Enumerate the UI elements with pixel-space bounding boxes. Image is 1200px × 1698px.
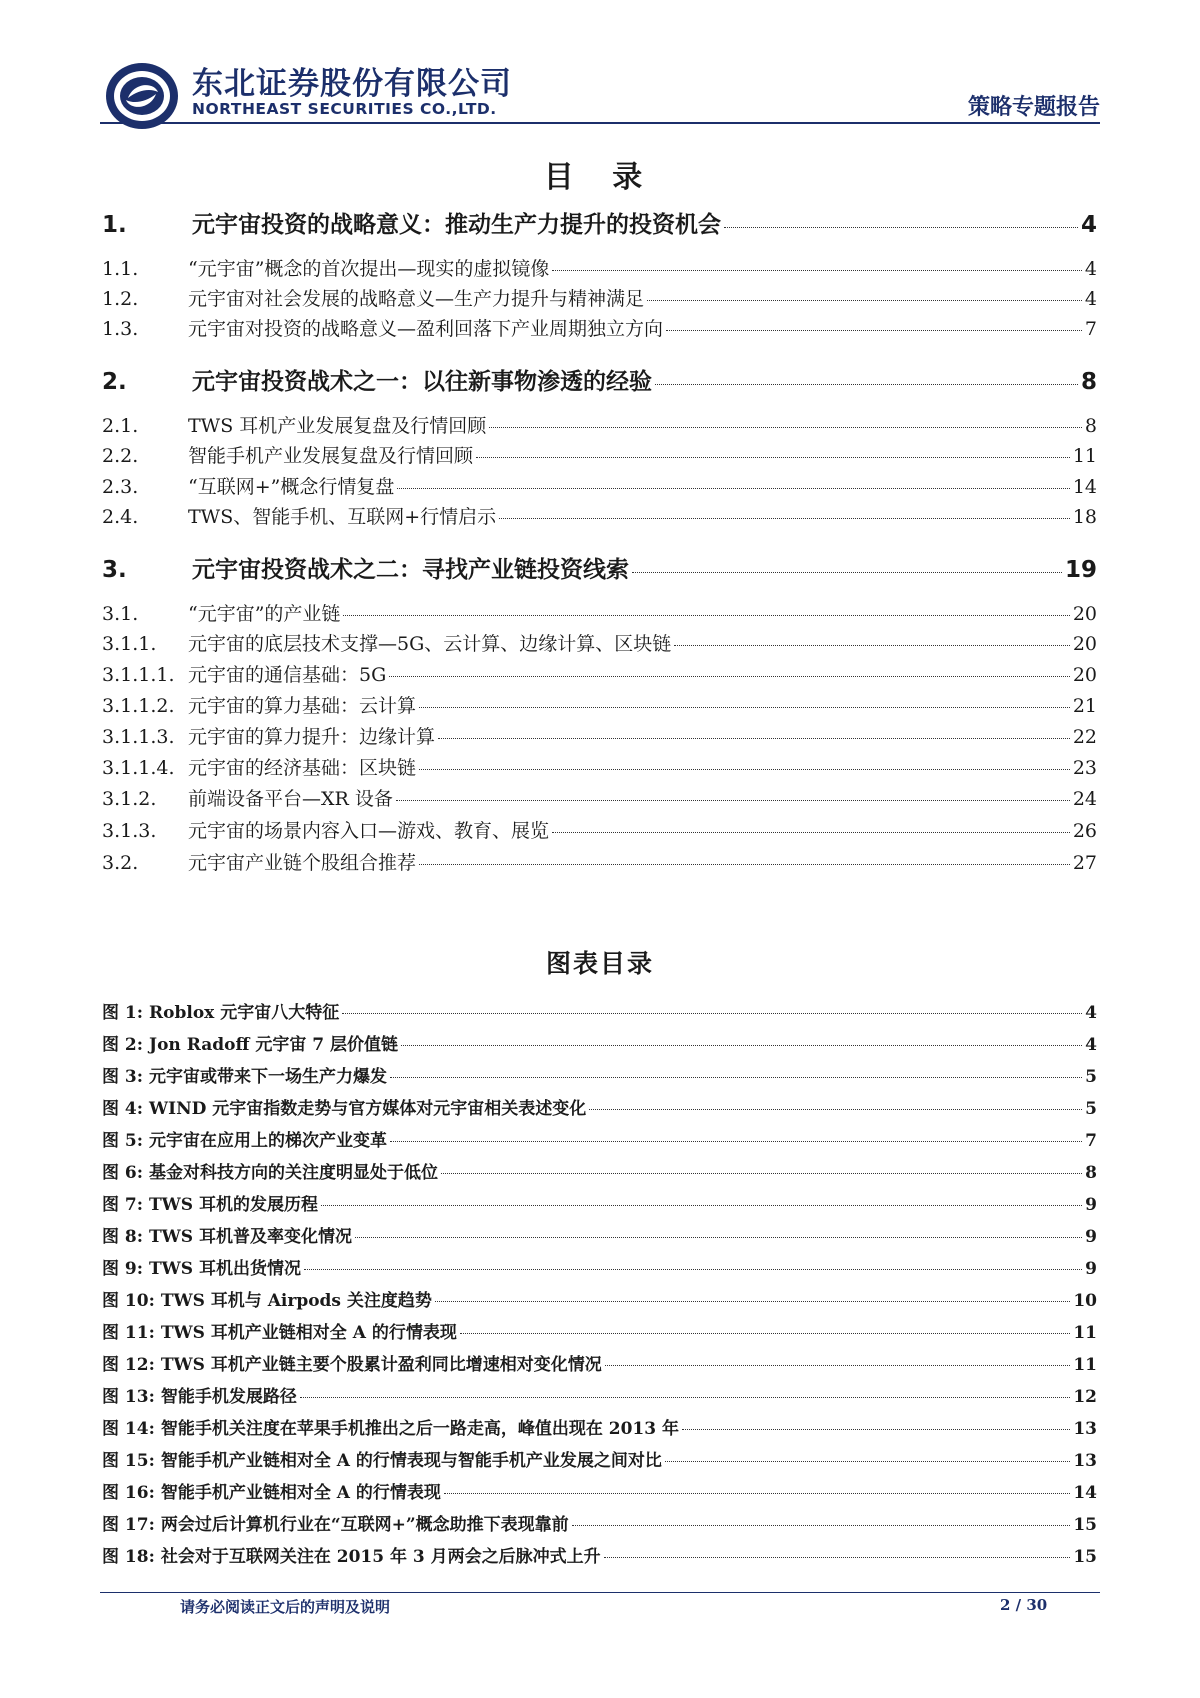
toc-entry-number: 3.1. xyxy=(102,603,139,625)
figure-entry[interactable] xyxy=(102,1158,1097,1183)
figure-entry[interactable] xyxy=(102,1062,1097,1087)
toc-leader-dots xyxy=(674,645,1070,646)
figure-entry-number: 图 18: xyxy=(102,1547,155,1567)
figure-leader-dots xyxy=(682,1429,1070,1430)
toc-entry-number: 2.4. xyxy=(102,506,139,528)
company-name-cn: 东北证券股份有限公司 xyxy=(192,66,512,102)
figure-entry-title: 智能手机产业链相对全 A 的行情表现 xyxy=(160,1483,441,1503)
toc-entry-page: 24 xyxy=(1072,788,1097,810)
figure-leader-dots xyxy=(321,1205,1082,1206)
toc-entry[interactable] xyxy=(102,784,1097,811)
figure-leader-dots xyxy=(342,1013,1082,1014)
figure-entry[interactable] xyxy=(102,1414,1097,1439)
toc-entry[interactable] xyxy=(102,753,1097,780)
toc-entry-page: 8 xyxy=(1080,369,1097,395)
toc-entry-number: 3.1.1. xyxy=(102,633,157,655)
figure-entry[interactable] xyxy=(102,1542,1097,1567)
figure-entry-number: 图 12: xyxy=(102,1355,155,1375)
figure-entry-title: 社会对于互联网关注在 2015 年 3 月两会之后脉冲式上升 xyxy=(160,1547,601,1567)
toc-entry-title: 智能手机产业发展复盘及行情回顾 xyxy=(188,445,474,467)
toc-entry-number: 3.1.1.4. xyxy=(102,757,175,779)
figure-leader-dots xyxy=(605,1365,1071,1366)
figure-entry-title: TWS 耳机产业链相对全 A 的行情表现 xyxy=(160,1323,457,1343)
figure-entry[interactable] xyxy=(102,1126,1097,1151)
toc-entry[interactable] xyxy=(102,722,1097,749)
toc-entry-title: 元宇宙产业链个股组合推荐 xyxy=(188,852,417,874)
figure-entry[interactable] xyxy=(102,1478,1097,1503)
footer-divider xyxy=(100,1592,1100,1593)
figure-entry-number: 图 4: xyxy=(102,1099,144,1119)
toc-leader-dots xyxy=(419,769,1070,770)
toc-entry-title: 元宇宙投资战术之二：寻找产业链投资线索 xyxy=(192,557,629,583)
toc-leader-dots xyxy=(552,832,1070,833)
toc-entry-page: 18 xyxy=(1072,506,1097,528)
figure-leader-dots xyxy=(390,1141,1082,1142)
toc-leader-dots xyxy=(343,615,1069,616)
toc-entry[interactable] xyxy=(102,284,1097,311)
figure-entry[interactable] xyxy=(102,1254,1097,1279)
figure-entry-number: 图 10: xyxy=(102,1291,155,1311)
toc-leader-dots xyxy=(476,457,1070,458)
figure-entry-title: 两会过后计算机行业在“互联网+”概念助推下表现靠前 xyxy=(160,1515,569,1535)
figure-entry-page: 14 xyxy=(1073,1483,1097,1503)
toc-entry[interactable] xyxy=(102,599,1097,626)
figure-entry-page: 5 xyxy=(1085,1099,1097,1119)
toc-entry[interactable] xyxy=(102,254,1097,281)
figure-entry-title: 智能手机关注度在苹果手机推出之后一路走高，峰值出现在 2013 年 xyxy=(160,1419,680,1439)
toc-leader-dots xyxy=(438,738,1070,739)
toc-entry[interactable] xyxy=(102,363,1097,396)
toc-entry-title: “元宇宙”概念的首次提出—现实的虚拟镜像 xyxy=(188,258,550,280)
toc-leader-dots xyxy=(552,270,1081,271)
toc-entry-page: 27 xyxy=(1072,852,1097,874)
figure-leader-dots xyxy=(589,1109,1082,1110)
toc-leader-dots xyxy=(419,864,1070,865)
toc-leader-dots xyxy=(396,800,1070,801)
toc-entry-title: 元宇宙对投资的战略意义—盈利回落下产业周期独立方向 xyxy=(188,318,664,340)
figure-leader-dots xyxy=(441,1173,1082,1174)
toc-entry-page: 22 xyxy=(1072,726,1097,748)
figure-entry-page: 4 xyxy=(1085,1035,1097,1055)
figure-leader-dots xyxy=(355,1237,1082,1238)
toc-entry-page: 20 xyxy=(1072,633,1097,655)
figure-entry-page: 15 xyxy=(1073,1515,1097,1535)
figure-entry[interactable] xyxy=(102,1350,1097,1375)
report-type-label: 策略专题报告 xyxy=(967,95,1100,120)
figure-entry-page: 11 xyxy=(1073,1355,1097,1375)
figure-leader-dots xyxy=(304,1269,1082,1270)
figure-entry-title: WIND 元宇宙指数走势与官方媒体对元宇宙相关表述变化 xyxy=(149,1099,587,1119)
toc-entry[interactable] xyxy=(102,848,1097,875)
toc-entry-title: 前端设备平台—XR 设备 xyxy=(188,788,393,810)
toc-entry-number: 2.2. xyxy=(102,445,139,467)
toc-entry-number: 3.1.2. xyxy=(102,788,157,810)
toc-entry-number: 3.1.1.1. xyxy=(102,664,175,686)
figure-entry-title: TWS 耳机普及率变化情况 xyxy=(149,1227,352,1247)
toc-leader-dots xyxy=(489,427,1082,428)
toc-entry-title: 元宇宙的场景内容入口—游戏、教育、展览 xyxy=(188,820,550,842)
figure-entry-number: 图 17: xyxy=(102,1515,155,1535)
toc-leader-dots xyxy=(397,488,1069,489)
toc-entry[interactable] xyxy=(102,314,1097,341)
company-name-en: NORTHEAST SECURITIES CO.,LTD. xyxy=(192,100,497,118)
toc-entry-title: 元宇宙的算力提升：边缘计算 xyxy=(188,726,436,748)
figure-entry-title: 元宇宙在应用上的梯次产业变革 xyxy=(149,1131,388,1151)
figure-entry-title: TWS 耳机产业链主要个股累计盈利同比增速相对变化情况 xyxy=(160,1355,602,1375)
toc-entry-number: 3. xyxy=(102,557,127,583)
toc-entry-number: 3.1.3. xyxy=(102,820,157,842)
toc-leader-dots xyxy=(647,300,1082,301)
figure-entry-page: 11 xyxy=(1073,1323,1097,1343)
toc-leader-dots xyxy=(419,707,1070,708)
toc-entry-number: 1.1. xyxy=(102,258,139,280)
toc-leader-dots xyxy=(389,676,1070,677)
figure-entry-page: 12 xyxy=(1073,1387,1097,1407)
figure-entry-page: 8 xyxy=(1085,1163,1097,1183)
toc-entry-page: 23 xyxy=(1072,757,1097,779)
figure-entry[interactable] xyxy=(102,1510,1097,1535)
figure-entry-page: 9 xyxy=(1085,1259,1097,1279)
figure-list-title: 图表目录 xyxy=(545,949,654,978)
toc-leader-dots xyxy=(724,227,1078,228)
figure-leader-dots xyxy=(444,1493,1070,1494)
toc-entry-title: “元宇宙”的产业链 xyxy=(188,603,341,625)
figure-entry-number: 图 6: xyxy=(102,1163,144,1183)
toc-entry-title: TWS 耳机产业发展复盘及行情回顾 xyxy=(188,415,487,437)
toc-entry[interactable] xyxy=(102,551,1097,584)
figure-entry-page: 5 xyxy=(1085,1067,1097,1087)
figure-entry-page: 15 xyxy=(1073,1547,1097,1567)
toc-entry-title: 元宇宙的底层技术支撑—5G、云计算、边缘计算、区块链 xyxy=(188,633,672,655)
figure-leader-dots xyxy=(572,1525,1071,1526)
toc-entry-page: 20 xyxy=(1072,603,1097,625)
toc-entry-page: 26 xyxy=(1072,820,1097,842)
toc-entry-page: 21 xyxy=(1072,695,1097,717)
toc-entry[interactable] xyxy=(102,629,1097,656)
figure-entry-page: 13 xyxy=(1073,1419,1097,1439)
toc-entry-page: 4 xyxy=(1080,212,1097,238)
toc-entry-page: 4 xyxy=(1084,258,1097,280)
figure-entry-number: 图 7: xyxy=(102,1195,144,1215)
toc-entry-page: 7 xyxy=(1084,318,1097,340)
figure-entry-number: 图 11: xyxy=(102,1323,155,1343)
figure-entry-number: 图 15: xyxy=(102,1451,155,1471)
toc-entry-title: “互联网+”概念行情复盘 xyxy=(188,476,395,498)
toc-entry-page: 20 xyxy=(1072,664,1097,686)
figure-entry-page: 7 xyxy=(1085,1131,1097,1151)
toc-entry-number: 1.3. xyxy=(102,318,139,340)
toc-entry-page: 14 xyxy=(1072,476,1097,498)
toc-entry-number: 2.1. xyxy=(102,415,139,437)
page-indicator: 2 / 30 xyxy=(1000,1596,1048,1614)
figure-entry-number: 图 1: xyxy=(102,1003,144,1023)
toc-entry[interactable] xyxy=(102,411,1097,438)
figure-entry-title: Jon Radoff 元宇宙 7 层价值链 xyxy=(149,1035,398,1055)
figure-leader-dots xyxy=(604,1557,1071,1558)
toc-entry-title: 元宇宙投资的战略意义：推动生产力提升的投资机会 xyxy=(192,212,721,238)
toc-leader-dots xyxy=(666,330,1082,331)
toc-leader-dots xyxy=(499,518,1070,519)
toc-entry-title: 元宇宙的算力基础：云计算 xyxy=(188,695,417,717)
figure-entry[interactable] xyxy=(102,1446,1097,1471)
toc-entry-number: 3.1.1.3. xyxy=(102,726,175,748)
toc-entry-page: 19 xyxy=(1064,557,1097,583)
figure-entry-number: 图 3: xyxy=(102,1067,144,1087)
figure-entry-number: 图 2: xyxy=(102,1035,144,1055)
toc-entry-title: 元宇宙的经济基础：区块链 xyxy=(188,757,417,779)
figure-entry-number: 图 8: xyxy=(102,1227,144,1247)
toc-entry-number: 3.1.1.2. xyxy=(102,695,175,717)
figure-entry-number: 图 9: xyxy=(102,1259,144,1279)
figure-entry[interactable] xyxy=(102,1094,1097,1119)
figure-entry-title: TWS 耳机的发展历程 xyxy=(149,1195,318,1215)
toc-entry-title: 元宇宙的通信基础：5G xyxy=(188,664,387,686)
figure-leader-dots xyxy=(435,1301,1070,1302)
toc-entry-number: 1. xyxy=(102,212,127,238)
figure-entry-title: 智能手机发展路径 xyxy=(160,1387,297,1407)
toc-entry-number: 2. xyxy=(102,369,127,395)
figure-entry-title: TWS 耳机与 Airpods 关注度趋势 xyxy=(160,1291,432,1311)
figure-entry-number: 图 13: xyxy=(102,1387,155,1407)
figure-entry[interactable] xyxy=(102,998,1097,1023)
figure-entry-title: Roblox 元宇宙八大特征 xyxy=(149,1003,340,1023)
figure-entry-page: 10 xyxy=(1073,1291,1097,1311)
figure-entry-title: 智能手机产业链相对全 A 的行情表现与智能手机产业发展之间对比 xyxy=(160,1451,662,1471)
toc-entry[interactable] xyxy=(102,502,1097,529)
figure-entry[interactable] xyxy=(102,1190,1097,1215)
figure-entry-title: 元宇宙或带来下一场生产力爆发 xyxy=(149,1067,388,1087)
toc-entry[interactable] xyxy=(102,816,1097,843)
toc-entry-number: 3.2. xyxy=(102,852,139,874)
figure-entry[interactable] xyxy=(102,1286,1097,1311)
toc-entry[interactable] xyxy=(102,441,1097,468)
figure-leader-dots xyxy=(390,1077,1082,1078)
toc-entry-title: 元宇宙对社会发展的战略意义—生产力提升与精神满足 xyxy=(188,288,645,310)
footer-disclaimer: 请务必阅读正文后的声明及说明 xyxy=(180,1598,391,1616)
toc-leader-dots xyxy=(655,384,1078,385)
figure-entry-title: 基金对科技方向的关注度明显处于低位 xyxy=(149,1163,439,1183)
toc-entry-number: 2.3. xyxy=(102,476,139,498)
toc-entry-number: 1.2. xyxy=(102,288,139,310)
figure-entry[interactable] xyxy=(102,1382,1097,1407)
header-divider xyxy=(100,122,1100,124)
figure-entry-number: 图 5: xyxy=(102,1131,144,1151)
figure-leader-dots xyxy=(665,1461,1070,1462)
figure-leader-dots xyxy=(460,1333,1071,1334)
toc-entry-title: TWS、智能手机、互联网+行情启示 xyxy=(188,506,497,528)
toc-entry-title: 元宇宙投资战术之一：以往新事物渗透的经验 xyxy=(192,369,652,395)
toc-entry[interactable] xyxy=(102,206,1097,239)
figure-entry-page: 9 xyxy=(1085,1227,1097,1247)
toc-leader-dots xyxy=(632,572,1062,573)
figure-entry-number: 图 14: xyxy=(102,1419,155,1439)
report-header xyxy=(100,48,1100,123)
toc-title: 目 录 xyxy=(543,160,657,195)
figure-entry[interactable] xyxy=(102,1030,1097,1055)
figure-leader-dots xyxy=(300,1397,1070,1398)
toc-entry-page: 8 xyxy=(1084,415,1097,437)
figure-entry-page: 4 xyxy=(1085,1003,1097,1023)
figure-entry-page: 13 xyxy=(1073,1451,1097,1471)
figure-entry-number: 图 16: xyxy=(102,1483,155,1503)
toc-entry-page: 4 xyxy=(1084,288,1097,310)
toc-entry[interactable] xyxy=(102,660,1097,687)
toc-entry[interactable] xyxy=(102,472,1097,499)
figure-leader-dots xyxy=(401,1045,1082,1046)
figure-entry-title: TWS 耳机出货情况 xyxy=(149,1259,301,1279)
toc-entry[interactable] xyxy=(102,691,1097,718)
figure-entry[interactable] xyxy=(102,1318,1097,1343)
toc-entry-page: 11 xyxy=(1072,445,1097,467)
figure-entry[interactable] xyxy=(102,1222,1097,1247)
figure-entry-page: 9 xyxy=(1085,1195,1097,1215)
